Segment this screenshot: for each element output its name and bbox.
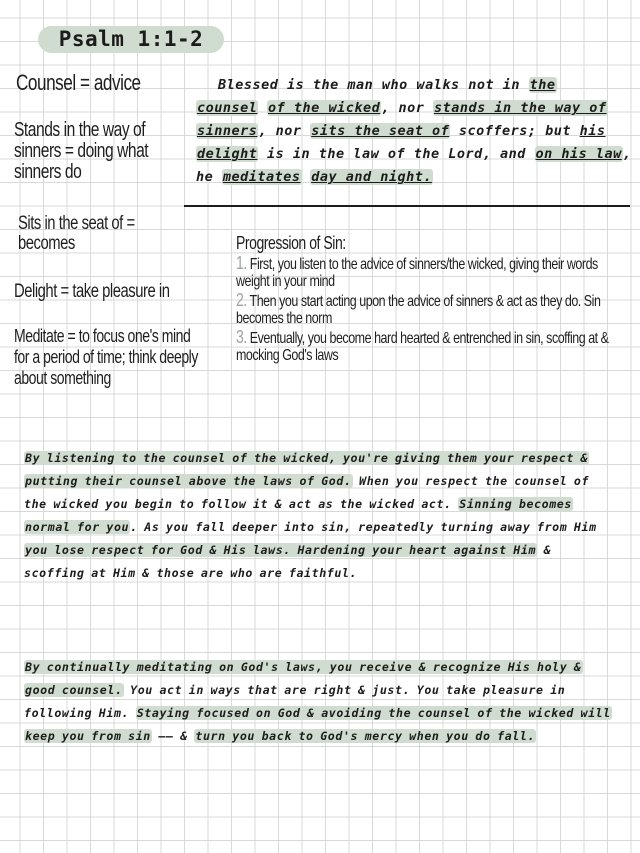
verse-highlight: meditates xyxy=(222,169,301,185)
divider-line xyxy=(184,205,630,207)
highlighted-text: Staying focused on God & avoiding the counsel of the wicked will keep you from sin xyxy=(25,706,611,743)
progression-number: 3. xyxy=(236,327,247,347)
progression-item xyxy=(236,255,634,290)
verse-segment: , nor xyxy=(258,123,311,139)
progression-number: 2. xyxy=(236,290,247,310)
verse-highlight: sits the seat of xyxy=(311,123,450,139)
verse-text xyxy=(196,74,640,189)
highlighted-text: By continually meditating on God's laws, you receive & recognize His holy & good counsel. xyxy=(25,660,582,697)
highlighted-text: turn you back to God's mercy when you do fall. xyxy=(195,729,536,743)
highlighted-text: you lose respect for God & His laws. Hardening your heart against Him xyxy=(25,543,537,557)
page-title: Psalm 1:1-2 xyxy=(38,26,224,53)
verse-segment xyxy=(302,169,311,185)
progression-text: Eventually, you become hard hearted & entrenched in sin, scoffing at & mocking God's laws xyxy=(236,330,609,364)
verse-segment: , he xyxy=(196,146,632,185)
verse-highlight: stands in the way of sinners xyxy=(197,100,607,139)
highlighted-text: By listening to the counsel of the wicked, you're giving them your respect & putting their counsel above the laws of God. xyxy=(25,451,589,488)
body-text: —— & xyxy=(151,729,195,743)
verse-highlight: day and night. xyxy=(311,169,432,185)
body-text: When you respect the counsel of the wicked you begin to follow it & act as the wicked act. xyxy=(24,474,590,511)
verse-segment: scoffers; but xyxy=(450,123,580,139)
note-sits: Sits in the seat of = becomes xyxy=(18,213,135,254)
progression-text: First, you listen to the advice of sinners/the wicked, giving their words weight in your mind xyxy=(236,256,598,290)
reflection-paragraph-2 xyxy=(24,656,614,748)
verse-highlight: delight xyxy=(197,146,258,162)
progression-item xyxy=(236,329,634,364)
note-stands: Stands in the way of sinners = doing what sinners do xyxy=(14,119,149,183)
progression-number: 1. xyxy=(236,253,247,273)
progression-item xyxy=(236,292,634,327)
body-text: & scoffing at Him & those are who are faithful. xyxy=(24,543,552,580)
body-text: . As you fall deeper into sin, repeatedly turning away from Him xyxy=(130,520,597,534)
verse-highlight: of the wicked xyxy=(268,100,381,116)
verse-segment xyxy=(258,100,267,116)
verse-highlight: the xyxy=(529,77,556,93)
progression-text: Then you start acting upon the advice of sinners & act as they do. Sin becomes the norm xyxy=(236,293,601,327)
verse-segment: is in the law of the Lord, and xyxy=(258,146,535,162)
reflection-paragraph-1 xyxy=(24,447,614,585)
verse-underline: his xyxy=(579,123,606,139)
note-meditate: Meditate = to focus one's mind for a period of time; think deeply about something xyxy=(14,326,198,388)
body-text: You act in ways that are right & just. You take pleasure in following Him. xyxy=(24,683,566,720)
verse-highlight: on his law xyxy=(535,146,622,162)
highlighted-text: Sinning becomes normal for you xyxy=(25,497,572,534)
progression-title: Progression of Sin: xyxy=(236,233,346,253)
verse-segment: , nor xyxy=(381,100,433,116)
progression-section xyxy=(236,233,634,364)
note-delight: Delight = take pleasure in xyxy=(14,281,170,302)
note-counsel: Counsel = advice xyxy=(16,70,141,95)
verse-segment: Blessed is the man who walks not in xyxy=(218,77,529,93)
verse-highlight: counsel xyxy=(197,100,258,116)
